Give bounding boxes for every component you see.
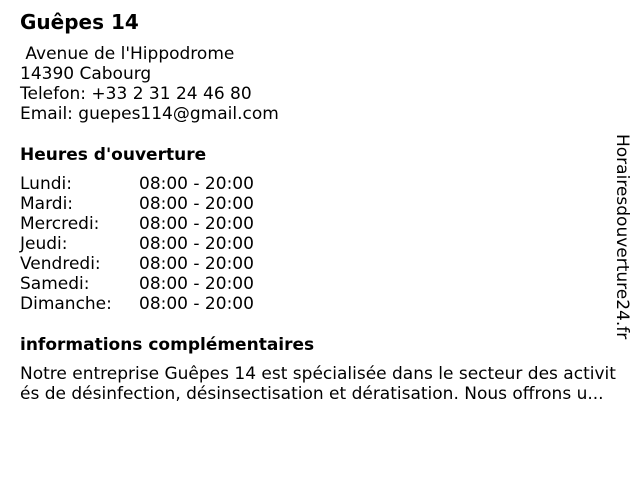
street-address: Avenue de l'Hippodrome: [20, 44, 235, 64]
hours-time-value: 08:00 - 20:00: [139, 174, 254, 194]
hours-time-value: 08:00 - 20:00: [139, 254, 254, 274]
site-watermark: Horairesdouverture24.fr: [612, 134, 632, 340]
hours-time-value: 08:00 - 20:00: [139, 234, 254, 254]
hours-day-label: Mercredi:: [20, 214, 100, 234]
opening-hours-heading: Heures d'ouverture: [20, 145, 207, 165]
hours-row-saturday: [20, 274, 280, 294]
hours-row-friday: [20, 254, 280, 274]
hours-time-value: 08:00 - 20:00: [139, 294, 254, 314]
phone-number: Telefon: +33 2 31 24 46 80: [20, 84, 252, 104]
city-address: 14390 Cabourg: [20, 64, 152, 84]
hours-day-label: Dimanche:: [20, 294, 112, 314]
business-name: Guêpes 14: [20, 10, 139, 34]
additional-info-heading: informations complémentaires: [20, 335, 315, 355]
hours-day-label: Jeudi:: [20, 234, 68, 254]
hours-day-label: Mardi:: [20, 194, 74, 214]
hours-day-label: Vendredi:: [20, 254, 101, 274]
hours-row-wednesday: [20, 214, 280, 234]
business-description: Notre entreprise Guêpes 14 est spécialisée dans le secteur des activités de désinfection, désinsectisation et dératisation. Nous offrons u...: [20, 364, 616, 404]
hours-row-monday: [20, 174, 280, 194]
email-address: Email: guepes114@gmail.com: [20, 104, 279, 124]
hours-row-tuesday: [20, 194, 280, 214]
hours-row-sunday: [20, 294, 280, 314]
hours-row-thursday: [20, 234, 280, 254]
opening-hours-table: [20, 174, 280, 314]
hours-time-value: 08:00 - 20:00: [139, 214, 254, 234]
hours-time-value: 08:00 - 20:00: [139, 274, 254, 294]
hours-day-label: Lundi:: [20, 174, 72, 194]
hours-day-label: Samedi:: [20, 274, 90, 294]
hours-time-value: 08:00 - 20:00: [139, 194, 254, 214]
contact-block: [20, 44, 279, 124]
